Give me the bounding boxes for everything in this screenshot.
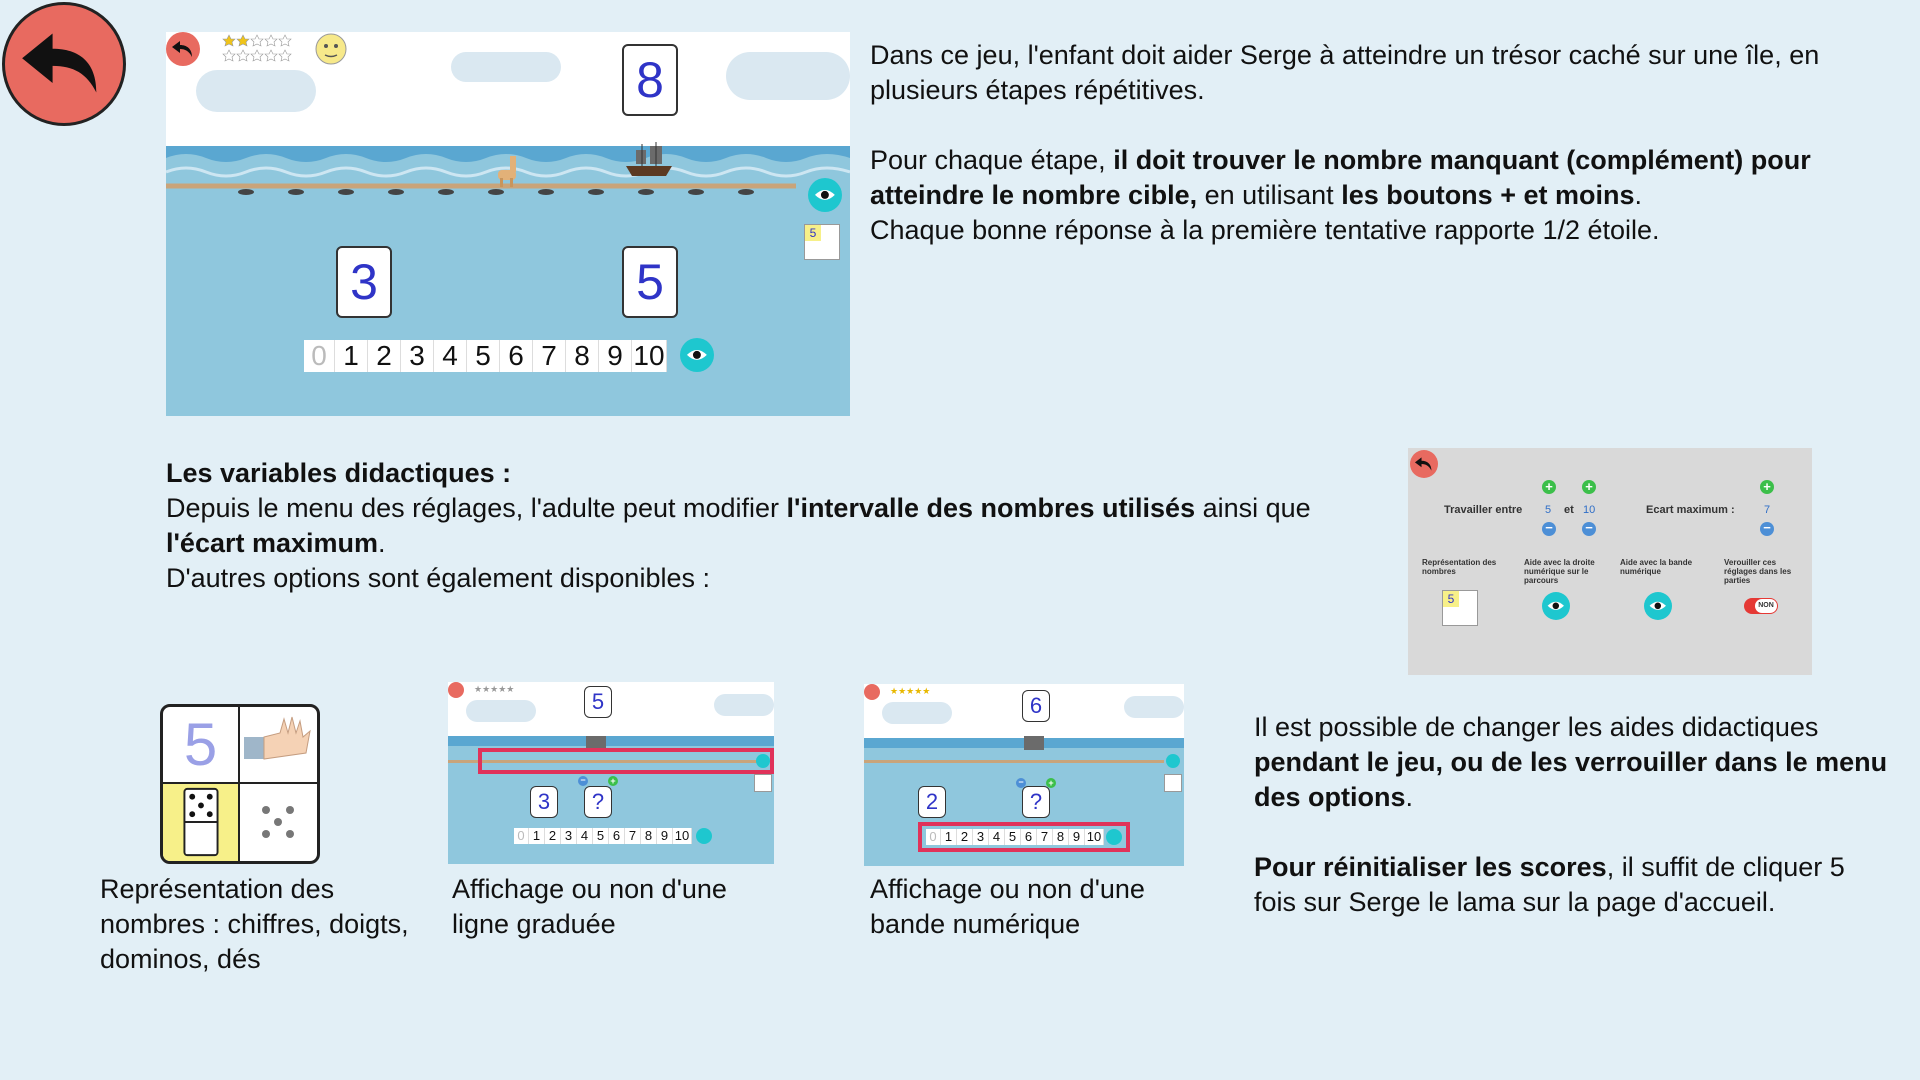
strip-cell: 0 (304, 340, 335, 372)
representation-tile (160, 704, 320, 864)
strip-cell: 6 (1021, 829, 1037, 845)
text: en utilisant (1197, 180, 1342, 210)
eye-toggle-strip-button[interactable] (680, 338, 714, 372)
eye-icon (696, 828, 712, 844)
target-card: 5 (584, 686, 612, 718)
ecart-plus-button[interactable]: + (1760, 480, 1774, 494)
smiley-icon (314, 32, 348, 66)
strip-cell: 1 (529, 828, 545, 844)
game-screenshot (166, 32, 850, 416)
cloud (466, 700, 536, 722)
opt-bande-label: Aide avec la bande numérique (1620, 558, 1693, 576)
strip-cell: 6 (609, 828, 625, 844)
eye-icon (756, 754, 770, 768)
strip-cell: 2 (957, 829, 973, 845)
stars-icon: ★★★★★ (890, 686, 931, 696)
ship-icon (1024, 736, 1044, 750)
intro-text (870, 38, 1880, 248)
cloud (196, 70, 316, 112)
strip-cell: 1 (941, 829, 957, 845)
eye-toggle-path-button[interactable] (808, 178, 842, 212)
ship-icon (622, 142, 676, 178)
variables-l1 (166, 491, 1396, 561)
settings-screenshot (1408, 448, 1812, 675)
ecart-value: 7 (1764, 504, 1771, 516)
eye-icon (1106, 829, 1122, 845)
strip-cell: 2 (545, 828, 561, 844)
cloud (882, 702, 952, 724)
variables-text (166, 456, 1396, 596)
strip-cell: 5 (1005, 829, 1021, 845)
max-value: 10 (1583, 504, 1596, 516)
settings-back-button[interactable] (1410, 450, 1438, 478)
variables-l2: D'autres options sont également disponibles : (166, 563, 710, 593)
thumb-line-screenshot (448, 682, 774, 864)
answer-card: ? (584, 786, 612, 818)
text: ainsi que (1195, 493, 1311, 523)
strip-cell: 5 (593, 828, 609, 844)
digit-cell: 5 (163, 707, 240, 784)
strip-cell: 7 (625, 828, 641, 844)
big-back-button[interactable] (2, 2, 126, 126)
bold-text: l'écart maximum (166, 528, 379, 558)
settings-eye-droite[interactable] (1542, 592, 1570, 620)
llama-icon[interactable] (494, 154, 522, 188)
bold-text: pendant le jeu, ou de les verrouiller dans le menu des options (1254, 747, 1888, 812)
path-line (864, 760, 1164, 763)
opt-representation-label: Représentation des nombres (1422, 558, 1497, 576)
travailler-label: Travailler entre (1444, 504, 1523, 516)
dice-icon (240, 784, 317, 861)
strip-cell: 2 (368, 340, 401, 372)
back-arrow-icon (166, 32, 200, 66)
strip-cell: 10 (673, 828, 692, 844)
strip-cell: 3 (401, 340, 434, 372)
strip-cell: 1 (335, 340, 368, 372)
text: Depuis le menu des réglages, l'adulte peut modifier (166, 493, 787, 523)
variables-title: Les variables didactiques : (166, 458, 512, 488)
toggle-label: NON (1755, 599, 1777, 613)
caption-representation: Représentation des nombres : chiffres, doigts, dominos, dés (100, 874, 409, 974)
caption-band: Affichage ou non d'une bande numérique (870, 874, 1145, 939)
minus-icon: − (578, 776, 588, 786)
star-rating (222, 34, 304, 71)
min-plus-button[interactable]: + (1542, 480, 1556, 494)
text: Il est possible de changer les aides didactiques (1254, 712, 1819, 742)
back-icon (864, 684, 880, 700)
right-number-card[interactable]: 5 (622, 246, 678, 318)
number-strip (926, 829, 1104, 845)
intro-p2 (870, 143, 1880, 213)
opt-verrouiller-label: Verouiller ces réglages dans les parties (1724, 558, 1792, 585)
et-label: et (1564, 504, 1574, 516)
target-number-card: 8 (622, 44, 678, 116)
strip-cell: 7 (533, 340, 566, 372)
strip-cell: 6 (500, 340, 533, 372)
back-icon (448, 682, 464, 698)
stars-icon: ★★★★★ (474, 684, 515, 694)
representation-toggle-button[interactable] (804, 224, 840, 260)
strip-cell: 9 (599, 340, 632, 372)
cloud (451, 52, 561, 82)
cloud (1124, 696, 1184, 718)
min-minus-button[interactable]: − (1542, 522, 1556, 536)
highlight-path (478, 748, 774, 774)
right-p2 (1254, 850, 1894, 920)
strip-cell: 8 (1053, 829, 1069, 845)
mini-digit: 5 (805, 225, 821, 241)
mini-digit: 5 (1443, 591, 1459, 607)
right-p1 (1254, 710, 1894, 815)
text: . (1634, 180, 1642, 210)
settings-representation-button[interactable] (1442, 590, 1478, 626)
thumb-band-screenshot (864, 684, 1184, 866)
bold-text: les boutons + et moins (1341, 180, 1635, 210)
strip-cell: 10 (632, 340, 667, 372)
cloud (726, 52, 850, 100)
intro-p1: Dans ce jeu, l'enfant doit aider Serge à atteindre un trésor caché sur une île, en plusieurs étapes répétitives. (870, 40, 1820, 105)
ecart-minus-button[interactable]: − (1760, 522, 1774, 536)
bold-text: Pour réinitialiser les scores (1254, 852, 1607, 882)
max-plus-button[interactable]: + (1582, 480, 1596, 494)
stars-icon (222, 34, 304, 66)
intro-p3: Chaque bonne réponse à la première tentative rapporte 1/2 étoile. (870, 215, 1660, 245)
strip-cell: 4 (577, 828, 593, 844)
text: Pour chaque étape, (870, 145, 1114, 175)
minus-icon: − (1016, 778, 1026, 788)
strip-cell: 9 (657, 828, 673, 844)
strip-cell: 8 (566, 340, 599, 372)
number-strip (304, 340, 667, 372)
strip-cell: 10 (1085, 829, 1104, 845)
strip-cell: 4 (434, 340, 467, 372)
path-line (166, 182, 806, 196)
domino-icon (163, 784, 240, 861)
eye-icon (685, 343, 709, 367)
strip-cell: 3 (561, 828, 577, 844)
strip-cell: 7 (1037, 829, 1053, 845)
eye-icon (813, 183, 837, 207)
representation-mini (1164, 774, 1182, 792)
representation-mini (754, 774, 772, 792)
left-number-card: 3 (336, 246, 392, 318)
target-card: 6 (1022, 690, 1050, 722)
back-arrow-icon (5, 5, 123, 123)
strip-cell: 0 (514, 828, 529, 844)
text: . (1405, 782, 1414, 812)
text: , il suffit de cliquer 5 fois sur Serge le lama sur la page d'accueil. (1254, 852, 1845, 917)
eye-icon (1166, 754, 1180, 768)
strip-cell: 3 (973, 829, 989, 845)
settings-eye-bande[interactable] (1644, 592, 1672, 620)
strip-cell: 0 (926, 829, 941, 845)
game-back-button[interactable] (166, 32, 200, 66)
left-card: 2 (918, 786, 946, 818)
cloud (714, 694, 774, 716)
max-minus-button[interactable]: − (1582, 522, 1596, 536)
bold-text: il doit trouver le nombre manquant (complément) pour atteindre le nombre cible, (870, 145, 1811, 210)
right-text (1254, 710, 1894, 920)
eye-icon (1546, 596, 1566, 616)
plus-icon: + (608, 776, 618, 786)
bold-text: l'intervalle des nombres utilisés (786, 493, 1196, 523)
strip-cell: 4 (989, 829, 1005, 845)
waves (448, 736, 774, 746)
back-arrow-icon (1410, 450, 1438, 478)
caption-line: Affichage ou non d'une ligne graduée (452, 874, 727, 939)
min-value: 5 (1545, 504, 1552, 516)
answer-card: ? (1022, 786, 1050, 818)
number-strip (514, 828, 692, 844)
plus-icon: + (1046, 778, 1056, 788)
ecart-label: Ecart maximum : (1646, 504, 1735, 516)
strip-cell: 5 (467, 340, 500, 372)
lock-toggle[interactable] (1744, 598, 1778, 614)
fingers-icon (240, 707, 317, 784)
left-card: 3 (530, 786, 558, 818)
opt-droite-label: Aide avec la droite numérique sur le parcours (1524, 558, 1595, 585)
text: . (378, 528, 386, 558)
eye-icon (1648, 596, 1668, 616)
strip-cell: 8 (641, 828, 657, 844)
strip-cell: 9 (1069, 829, 1085, 845)
